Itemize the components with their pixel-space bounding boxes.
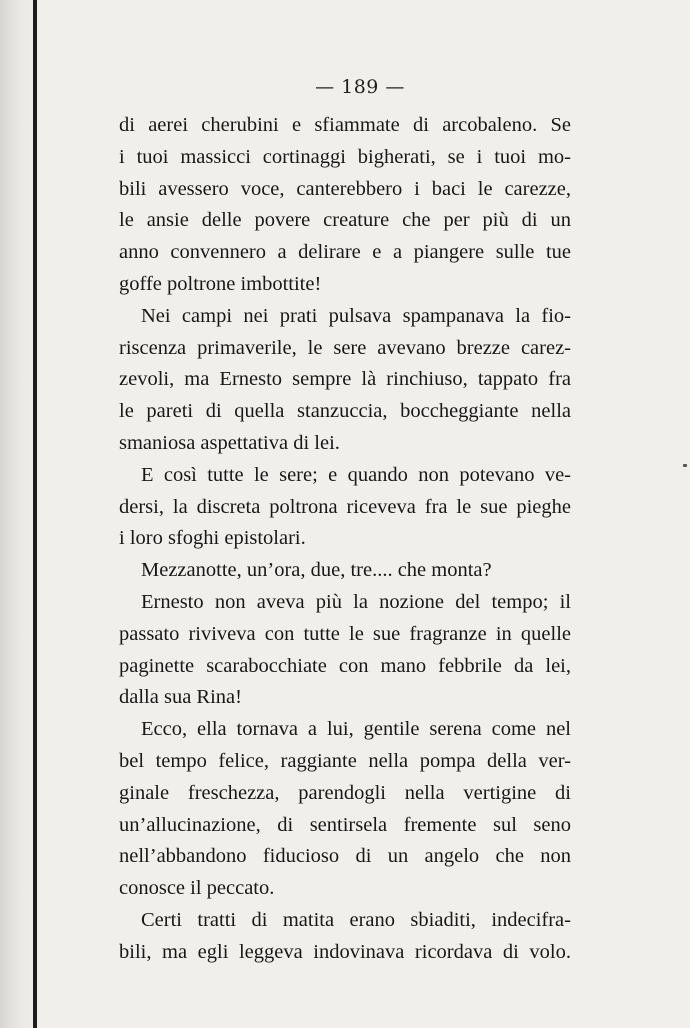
text-line: le ansie delle povere creature che per più di un: [119, 209, 571, 232]
text-line: anno convennero a delirare e a piangere sulle tue: [119, 241, 571, 264]
text-line: ginale freschezza, parendogli nella vertigine di: [119, 781, 571, 804]
text-line: bili, ma egli leggeva indovinava ricordava di volo.: [119, 940, 571, 963]
text-line: zevoli, ma Ernesto sempre là rinchiuso, tappato fra: [119, 368, 571, 391]
paper-speck: [683, 464, 687, 467]
text-line: i tuoi massicci cortinaggi bigherati, se i tuoi mo-: [119, 145, 571, 168]
binding-shadow-line: [33, 0, 37, 1028]
text-line: nell’abbandono fiducioso di un angelo che non: [119, 845, 571, 868]
text-line: goffe poltrone imbottite!: [119, 272, 322, 295]
text-line: riscenza primaverile, le sere avevano brezze carez-: [119, 336, 571, 359]
text-line: un’allucinazione, di sentirsela fremente sul seno: [119, 813, 571, 836]
body-text: [119, 110, 571, 969]
page-number: — 189 —: [315, 76, 405, 98]
text-line: bili avessero voce, canterebbero i baci le carezze,: [119, 177, 571, 200]
text-line: di aerei cherubini e sfiammate di arcobaleno. Se: [119, 114, 571, 136]
text-line: passato riviveva con tutte le sue fragranze in quelle: [119, 622, 571, 645]
text-line: Certi tratti di matita erano sbiaditi, indecifra-: [141, 908, 571, 931]
text-line: Nei campi nei prati pulsava spampanava la fio-: [141, 304, 571, 327]
text-line: Mezzanotte, un’ora, due, tre.... che monta?: [141, 559, 492, 582]
text-line: Ernesto non aveva più la nozione del tempo; il: [141, 590, 571, 613]
text-line: le pareti di quella stanzuccia, boccheggiante nella: [119, 400, 571, 423]
text-line: paginette scarabocchiate con mano febbrile da lei,: [119, 654, 571, 677]
text-line: Ecco, ella tornava a lui, gentile serena come nel: [141, 718, 571, 741]
text-line: dalla sua Rina!: [119, 686, 242, 709]
text-line: smaniosa aspettativa di lei.: [119, 431, 340, 454]
text-line: E così tutte le sere; e quando non potevano ve-: [141, 463, 571, 486]
text-line: dersi, la discreta poltrona riceveva fra le sue pieghe: [119, 495, 571, 518]
text-line: conosce il peccato.: [119, 877, 275, 900]
text-line: i loro sfoghi epistolari.: [119, 527, 306, 550]
text-line: bel tempo felice, raggiante nella pompa della ver-: [119, 749, 571, 772]
